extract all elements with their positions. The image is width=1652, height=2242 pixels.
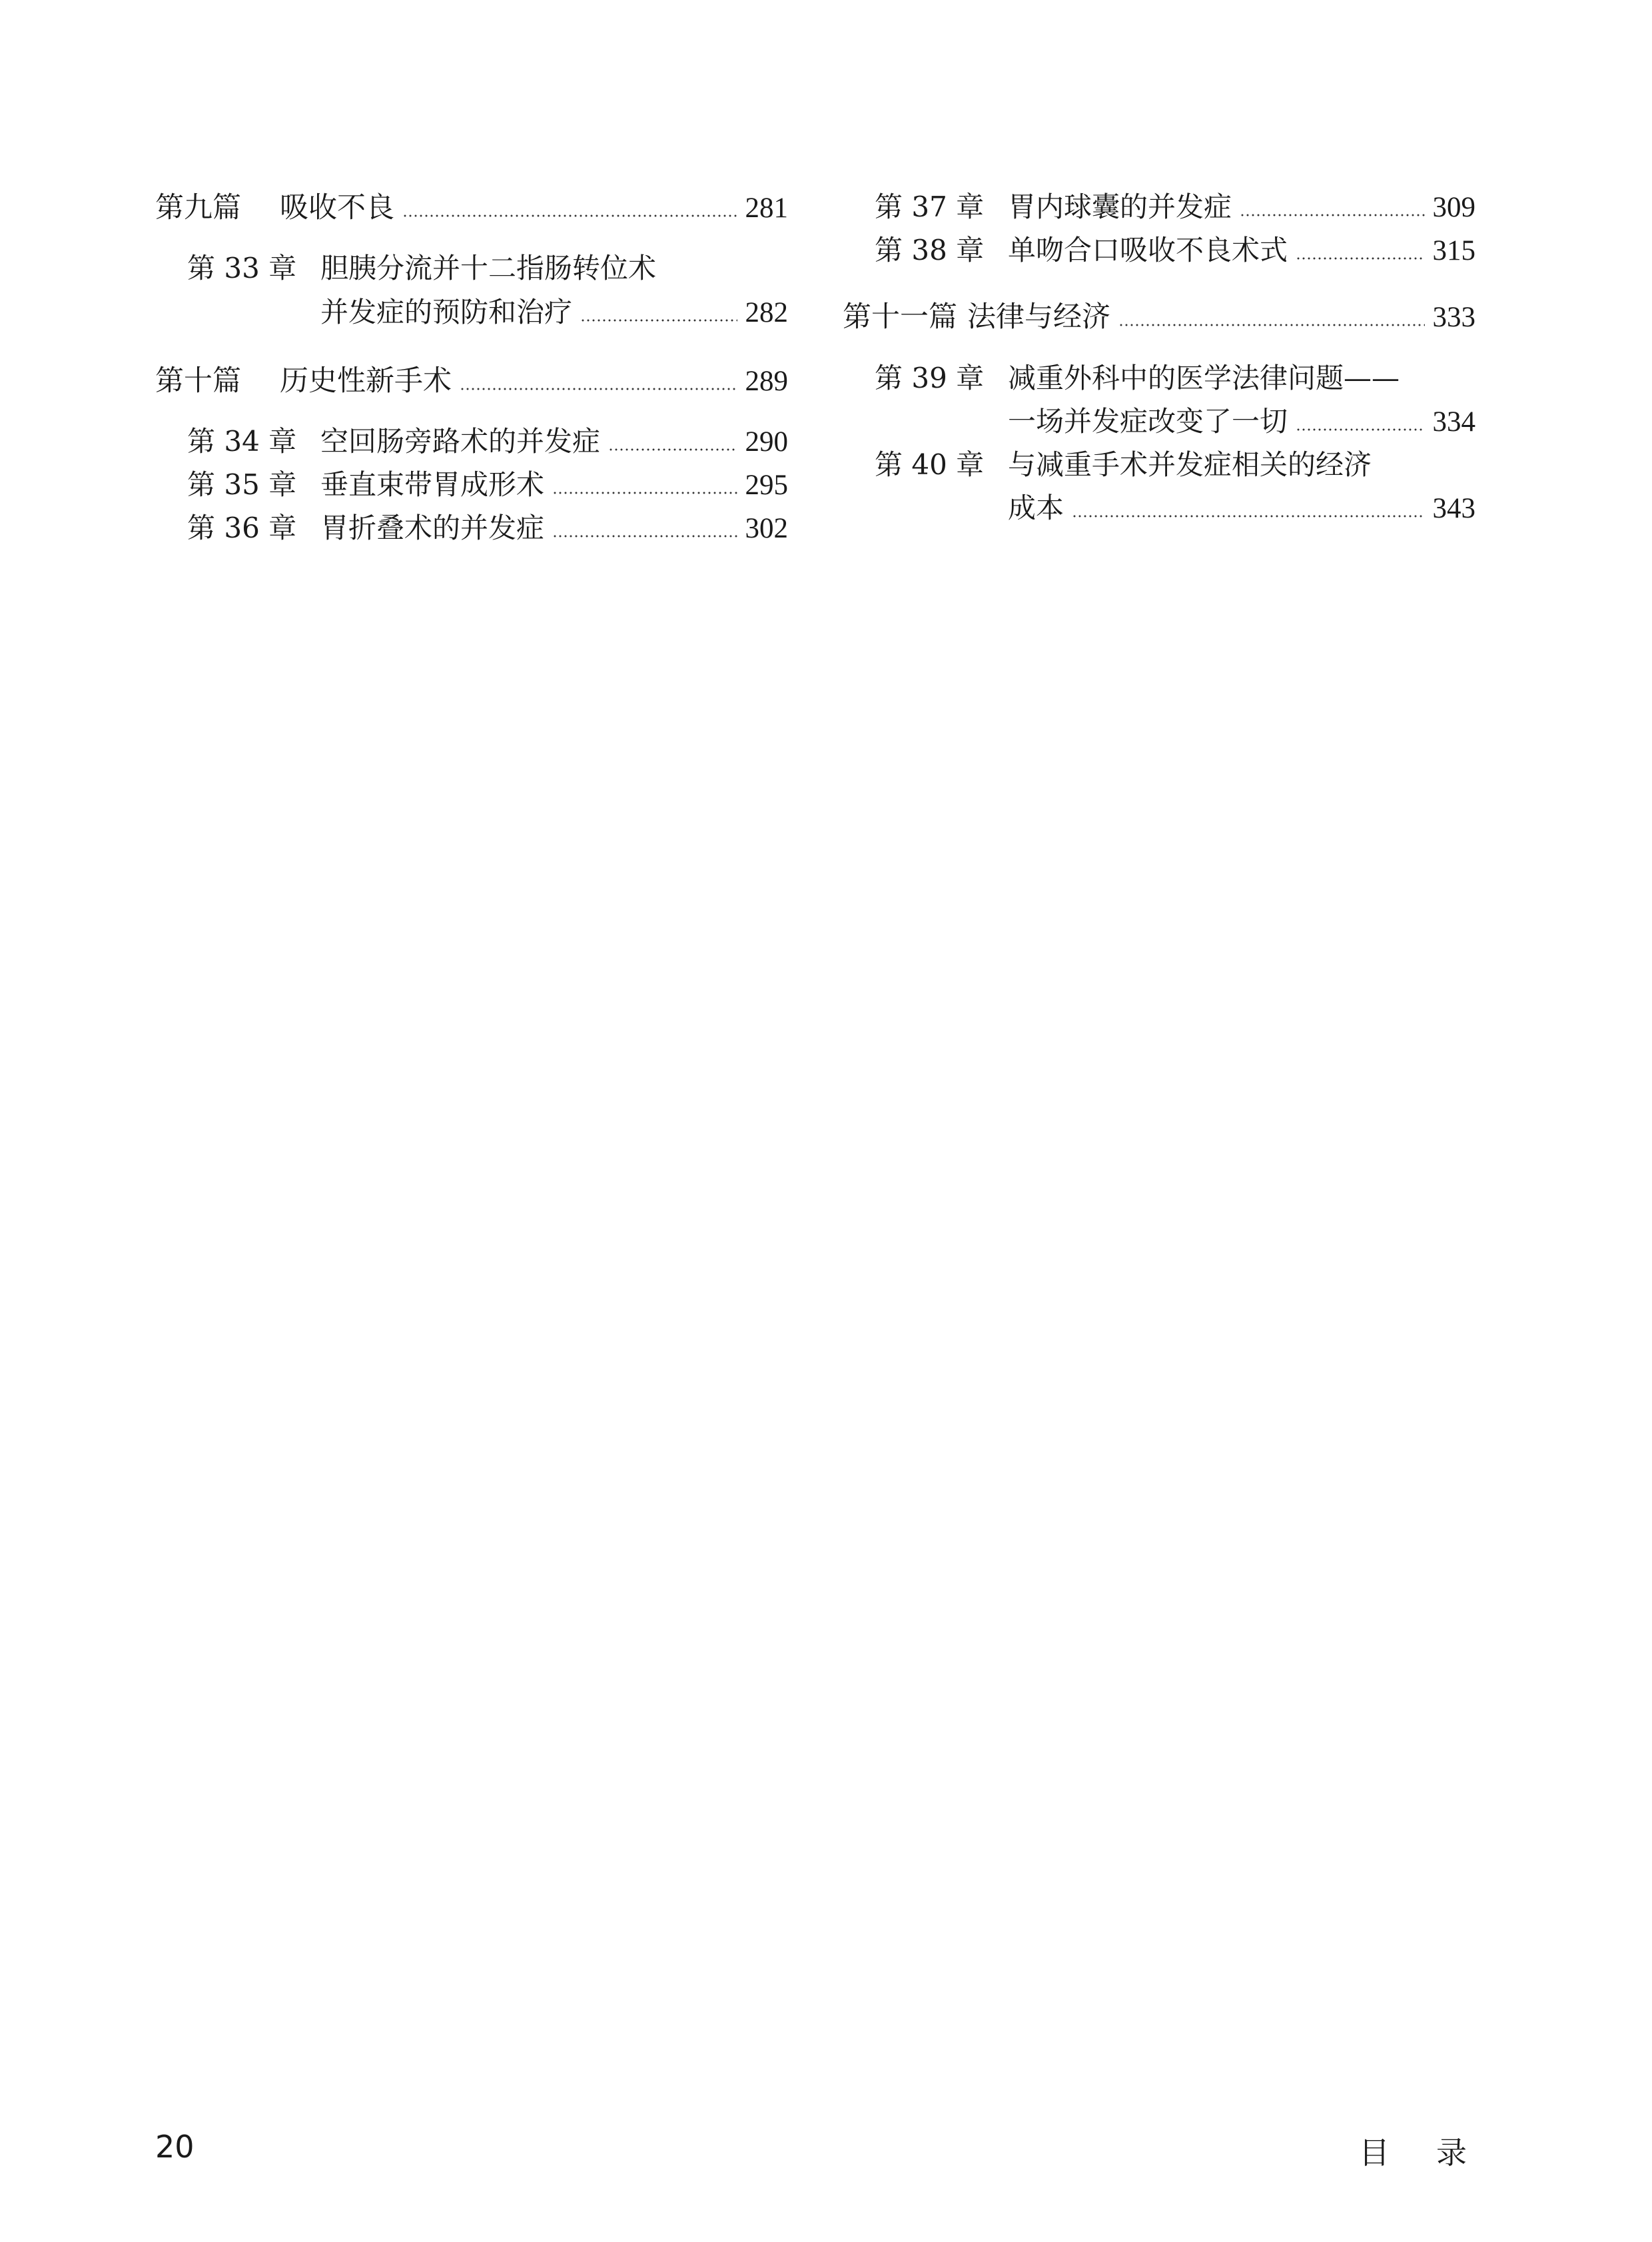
chapter-number: 第 37 章 [875, 190, 985, 223]
chapter-number: 第 36 章 [187, 512, 297, 544]
chapter-title-line1: 与减重手术并发症相关的经济 [1008, 448, 1372, 481]
page-number: 343 [1432, 493, 1475, 524]
part-number: 第九篇 [155, 191, 241, 224]
part-title: 吸收不良 [280, 191, 394, 224]
chapter-title-line2: 成本 [1008, 492, 1064, 524]
chapter-title-line2: 一场并发症改变了一切 [1008, 405, 1288, 438]
dot-leader [552, 535, 737, 538]
footer-page-number: 20 [155, 2129, 195, 2165]
dot-leader [1118, 324, 1425, 326]
toc-chapter-40-cont[interactable] [1008, 486, 1475, 526]
part-title: 历史性新手术 [280, 364, 452, 398]
page-number: 282 [745, 297, 788, 328]
toc-chapter-33-cont[interactable] [320, 290, 788, 330]
dot-leader [1072, 515, 1424, 518]
part-number: 第十一篇 [843, 300, 957, 334]
chapter-title-line1: 减重外科中的医学法律问题—— [1008, 362, 1400, 394]
page-number: 334 [1432, 406, 1475, 438]
chapter-entry [1008, 185, 1475, 225]
page-number: 333 [1432, 302, 1475, 333]
toc-part-11[interactable] [843, 294, 1475, 335]
chapter-number: 第 35 章 [187, 468, 297, 501]
page-number: 302 [745, 513, 788, 544]
toc-part-10[interactable] [155, 358, 788, 399]
footer-section-title: 目录 [1359, 2135, 1513, 2171]
page-number: 315 [1432, 235, 1475, 266]
page-number: 295 [745, 470, 788, 501]
dot-leader [1240, 214, 1424, 216]
chapter-entry [320, 420, 788, 460]
page-number: 289 [745, 366, 788, 397]
chapter-number: 第 34 章 [187, 425, 297, 458]
chapter-title: 垂直束带胃成形术 [320, 468, 545, 501]
chapter-entry [1008, 228, 1475, 268]
chapter-title-line2: 并发症的预防和治疗 [320, 296, 573, 328]
dot-leader [460, 388, 737, 390]
chapter-number: 第 33 章 [187, 252, 297, 284]
dot-leader [552, 492, 737, 494]
chapter-number: 第 38 章 [875, 234, 985, 266]
chapter-title: 胃内球囊的并发症 [1008, 190, 1232, 223]
chapter-entry [320, 506, 788, 546]
dot-leader [608, 448, 737, 451]
chapter-number: 第 39 章 [875, 362, 985, 394]
chapter-title-line1: 胆胰分流并十二指肠转位术 [320, 252, 657, 284]
page-number: 281 [745, 192, 788, 224]
dot-leader [402, 214, 737, 217]
page-number: 290 [745, 426, 788, 458]
dot-leader [580, 319, 737, 322]
part-number: 第十篇 [155, 364, 241, 398]
toc-part-9[interactable] [155, 185, 788, 226]
chapter-number: 第 40 章 [875, 448, 985, 481]
toc-chapter-39-cont[interactable] [1008, 400, 1475, 440]
chapter-title: 空回肠旁路术的并发症 [320, 425, 601, 458]
chapter-entry [320, 463, 788, 503]
chapter-title: 胃折叠术的并发症 [320, 512, 545, 544]
part-title: 法律与经济 [967, 300, 1110, 334]
dot-leader [1296, 257, 1424, 260]
chapter-title: 单吻合口吸收不良术式 [1008, 234, 1288, 266]
dot-leader [1296, 428, 1424, 431]
page-number: 309 [1432, 192, 1475, 223]
